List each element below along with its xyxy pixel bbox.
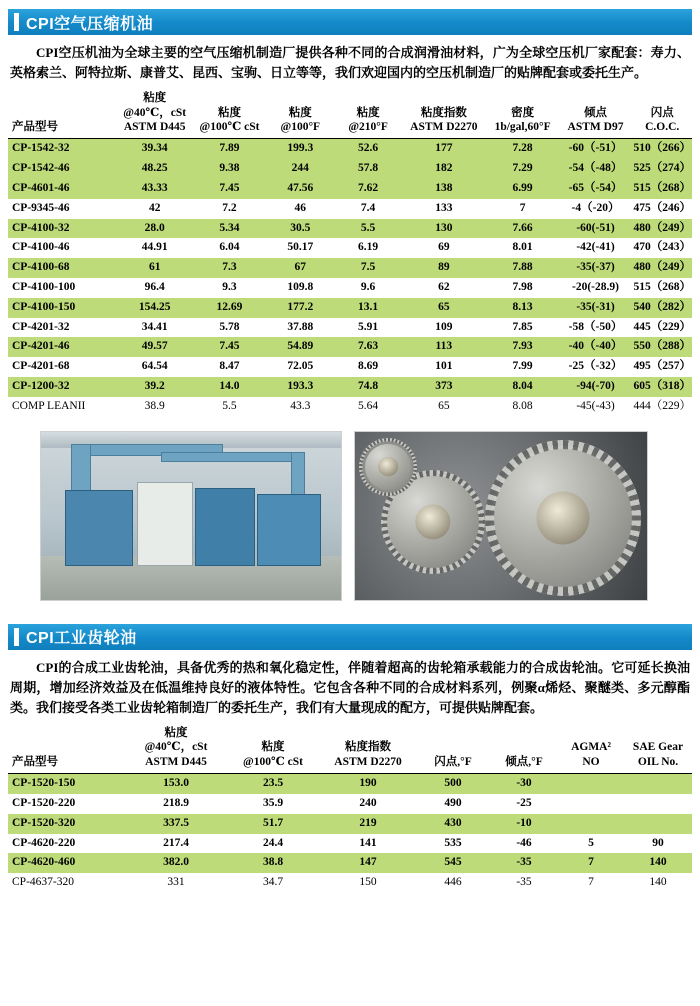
cell-pour: -35(-37) [559,258,633,278]
compressor-unit [257,494,321,566]
table-row [8,337,692,357]
header-line-1: 产品型号 [12,755,58,768]
cell-visc40: 337.5 [126,814,226,834]
cell-pour: -4（-20） [571,201,620,214]
cell-visc210f: 6.19 [358,241,379,254]
compressor-photo [40,431,342,601]
header-line-2: @100℃ cSt [243,755,303,768]
section-spacer [0,601,700,615]
cell-pour: -42(-41) [576,241,615,254]
cell-visc100c: 9.38 [194,159,266,179]
cell-product: CP-4100-100 [12,280,76,293]
table-body [8,774,692,893]
cell-pour: -30 [490,774,558,794]
cell-visc210f: 13.1 [335,298,401,318]
cell-product: CP-1520-320 [8,814,126,834]
header-line-2: @100°F [280,121,321,134]
header-line-1: 粘度 [217,106,241,119]
table-header [8,89,692,139]
header-line-1: 粘度 [288,106,312,119]
section-title: CPI空气压缩机油 [26,15,154,33]
cell-density: 8.01 [512,241,533,254]
cell-visc210f: 8.69 [358,360,379,373]
cell-pour: -35 [490,853,558,873]
cell-visc210f: 9.6 [360,280,376,293]
column-header-sae-gear-oil-no [624,724,692,774]
cell-visc100c: 35.9 [262,796,284,809]
gear-hub [378,457,398,477]
cell-product: CP-4100-150 [8,298,116,318]
cell-pour: -25（-32） [568,360,623,373]
cell-product: CP-1520-220 [12,796,76,809]
table-row [8,278,692,298]
cell-visc100f: 109.8 [287,280,314,293]
header-line-1: 倾点 [584,106,607,119]
cell-visc40: 153.0 [126,774,226,794]
cell-visc40: 39.34 [116,139,194,159]
cell-density: 8.13 [487,298,559,318]
cell-vi: 150 [359,876,377,889]
cell-visc40: 44.91 [141,241,168,254]
section-header-compressor-oil [8,9,692,35]
cell-visc40: 61 [116,258,194,278]
cell-visc210f: 74.8 [335,377,401,397]
cell-visc40: 331 [167,876,185,889]
cell-density: 7.98 [512,280,533,293]
table-row [8,179,692,199]
header-line-1: 粘度指数 [345,741,391,754]
cell-visc40: 39.2 [116,377,194,397]
cell-visc210f: 57.8 [335,159,401,179]
cell-vi: 138 [401,179,487,199]
cell-visc40: 96.4 [144,280,165,293]
header-line-2: @40℃，cSt [123,106,187,119]
header-line-2: OIL No. [637,755,679,768]
document-page [0,9,700,893]
gear-oil-spec-table [8,724,692,893]
cell-product: COMP LEANII [12,399,86,412]
header-line-1: 产品型号 [12,121,58,134]
cell-product: CP-1542-32 [8,139,116,159]
cell-flash: 510（266） [632,139,692,159]
cell-product: CP-1520-150 [8,774,126,794]
header-line-2: 1b/gal,60°F [494,121,551,134]
cell-flash: 480（249） [632,219,692,239]
cell-flash: 475（246） [633,201,691,214]
cell-sae: 90 [652,836,664,849]
cell-flash: 540（282） [632,298,692,318]
compressor-unit [195,488,255,566]
cell-flash: 445（229） [633,320,691,333]
cell-visc100c: 8.47 [219,360,240,373]
control-cabinet [137,482,193,566]
cell-visc100c: 7.45 [194,337,266,357]
table-row [8,774,692,794]
header-line-1: AGMA² [571,741,611,754]
cell-visc100f: 193.3 [265,377,335,397]
table-header [8,724,692,774]
cell-visc210f: 5.5 [335,219,401,239]
cell-visc100c: 7.45 [194,179,266,199]
header-line-2: @100℃ cSt [199,121,260,134]
cell-visc100f: 67 [265,258,335,278]
cell-visc100c: 9.3 [222,280,237,293]
cell-visc40: 217.4 [163,836,189,849]
cell-visc100f: 43.3 [290,399,311,412]
cell-vi: 133 [435,201,453,214]
cell-agma [558,774,624,794]
cell-visc40: 42 [148,201,161,214]
cell-pour: -10 [490,814,558,834]
cell-vi: 89 [401,258,487,278]
column-header-viscosity-100c [226,724,320,774]
cell-visc210f: 7.62 [335,179,401,199]
cell-product: CP-4620-460 [8,853,126,873]
cell-flash: 480（249） [632,258,692,278]
header-line-1: 闪点 [650,106,674,119]
cell-density: 7.85 [512,320,533,333]
cell-visc210f: 7.4 [360,201,376,214]
cell-sae [624,794,692,814]
cell-product: CP-4100-46 [12,241,70,254]
cell-product: CP-4620-220 [12,836,76,849]
header-line-2: C.O.C. [645,121,680,134]
cell-visc100c: 14.0 [194,377,266,397]
column-header-viscosity-100f [265,89,335,139]
gears-photo [354,431,648,601]
cell-vi: 62 [438,280,450,293]
section-intro-paragraph: CPI的合成工业齿轮油，具备优秀的热和氧化稳定性，伴随着超高的齿轮箱承载能力的合成齿轮油。它可延长换油周期，增加经济效益及在低温维持良好的液体特性。它包含各种不同的合成材料系列，例聚α烯烃、聚醚类、多元醇酯类。我们接受各类工业齿轮箱制造厂的委托生产，我们有大量现成的配方，可提供贴牌配套。 [10,659,690,715]
cell-flash: 446 [444,876,462,889]
cell-visc100f: 244 [265,159,335,179]
header-accent-bar [14,13,19,31]
table-row [8,159,692,179]
header-line-2: NO [582,755,600,768]
cell-visc100c: 7.89 [194,139,266,159]
cell-vi: 65 [401,298,487,318]
table-row [8,139,692,159]
cell-pour: -60(-51) [559,219,633,239]
table-row [8,834,692,854]
header-line-1: 粘度指数 [420,106,467,119]
cell-visc100f: 47.56 [265,179,335,199]
cell-agma [558,794,624,814]
cell-product: CP-1200-32 [8,377,116,397]
cell-product: CP-4100-32 [8,219,116,239]
pipe-riser [71,444,91,494]
cell-visc40: 43.33 [116,179,194,199]
header-line-1: 倾点,°F [505,755,543,768]
cell-product: CP-1542-46 [8,159,116,179]
cell-density: 7.29 [487,159,559,179]
cell-visc100c: 5.5 [222,399,237,412]
cell-visc40: 382.0 [126,853,226,873]
header-line-1: 粘度 [261,741,285,754]
cell-density: 8.04 [487,377,559,397]
cell-visc210f: 5.64 [358,399,379,412]
cell-visc100c: 38.8 [226,853,320,873]
cell-density: 7.93 [487,337,559,357]
cell-visc210f: 7.63 [335,337,401,357]
cell-flash: 550（288） [632,337,692,357]
column-header-pour-point [490,724,558,774]
cell-flash: 515（268） [632,179,692,199]
cell-vi: 65 [438,399,450,412]
section-header-gear-oil [8,624,692,650]
table-row [8,397,692,417]
table-row [8,853,692,873]
cell-density: 7 [519,201,526,214]
header-line-3: ASTM D445 [145,755,207,768]
cell-vi: 69 [438,241,450,254]
header-line-1: 闪点,°F [434,755,472,768]
cell-flash: 500 [416,774,490,794]
column-header-product [8,89,116,139]
cell-pour: -65（-54） [559,179,633,199]
header-line-2: @210°F [348,121,388,134]
table-row [8,377,692,397]
cell-visc210f: 5.91 [358,320,379,333]
cell-visc100c: 7.2 [222,201,237,214]
cell-visc40: 48.25 [116,159,194,179]
header-accent-bar [14,628,19,646]
cell-vi: 147 [320,853,416,873]
column-header-viscosity-210f [335,89,401,139]
cell-agma: 7 [588,876,594,889]
header-line-2: @40℃，cSt [144,741,208,754]
table-row [8,298,692,318]
cell-product: CP-4100-68 [8,258,116,278]
column-header-viscosity-40c [126,724,226,774]
column-header-product [8,724,126,774]
table-row [8,318,692,338]
table-row [8,873,692,893]
cell-product: CP-4201-46 [8,337,116,357]
table-row [8,258,692,278]
pipe-run [161,452,305,462]
cell-visc100f: 72.05 [287,360,314,373]
column-header-agma-no [558,724,624,774]
compressor-unit [65,490,133,566]
table-row [8,219,692,239]
cell-visc100c: 24.4 [262,836,284,849]
column-header-flash-point [632,89,692,139]
column-header-viscosity-index [320,724,416,774]
cell-pour: -58（-50） [568,320,623,333]
cell-sae [624,774,692,794]
table-row [8,199,692,219]
header-line-1: 粘度 [143,92,167,105]
cell-visc40: 49.57 [116,337,194,357]
column-header-viscosity-index [401,89,487,139]
table-row [8,238,692,258]
cell-visc100f: 37.88 [287,320,314,333]
column-header-density [487,89,559,139]
cell-flash: 470（243） [633,241,691,254]
column-header-viscosity-100c [194,89,266,139]
cell-flash: 545 [416,853,490,873]
header-line-2: ASTM D97 [567,121,624,134]
cell-flash: 444（229） [633,399,691,412]
photo-strip [40,431,692,601]
cell-vi: 141 [359,836,377,849]
cell-visc100f: 46 [294,201,307,214]
gear-small [359,438,417,496]
cell-vi: 130 [401,219,487,239]
cell-flash: 535 [444,836,462,849]
cell-product: CP-4637-320 [12,876,74,889]
cell-density: 6.99 [487,179,559,199]
header-line-1: SAE Gear [632,741,684,754]
header-line-2: ASTM D2270 [410,121,478,134]
column-header-pour-point [559,89,633,139]
cell-pour: -60（-51） [559,139,633,159]
cell-vi: 373 [401,377,487,397]
cell-visc210f: 52.6 [335,139,401,159]
cell-visc210f: 7.5 [335,258,401,278]
cell-agma: 5 [588,836,594,849]
cell-visc40: 38.9 [144,399,165,412]
cell-visc100c: 5.34 [194,219,266,239]
cell-flash: 430 [416,814,490,834]
header-line-1: 粘度 [164,726,188,739]
cell-product: CP-4601-46 [8,179,116,199]
header-line-3: ASTM D445 [123,121,186,134]
cell-visc40: 154.25 [116,298,194,318]
cell-pour: -20(-28.9) [572,280,619,293]
column-header-viscosity-40c [116,89,194,139]
cell-vi: 177 [401,139,487,159]
cell-visc100f: 177.2 [265,298,335,318]
cell-pour: -35(-31) [559,298,633,318]
section-intro-paragraph: CPI空压机油为全球主要的空气压缩机制造厂提供各种不同的合成润滑油材料，广为全球空压机厂家配套：寿力、英格索兰、阿特拉斯、康普艾、昆西、宝驹、日立等等，我们欢迎国内的空压机制造厂的贴牌配套或委托生产。 [10,45,690,81]
cell-density: 8.08 [512,399,533,412]
cell-visc100f: 54.89 [265,337,335,357]
table-row [8,357,692,377]
cell-pour: -25 [516,796,532,809]
compressor-oil-spec-table [8,89,692,416]
cell-visc100c: 6.04 [219,241,240,254]
cell-density: 7.66 [487,219,559,239]
cell-visc100f: 199.3 [265,139,335,159]
cell-visc100f: 30.5 [265,219,335,239]
cell-flash: 515（268） [633,280,691,293]
cell-density: 7.99 [512,360,533,373]
cell-visc40: 28.0 [116,219,194,239]
table-row [8,794,692,814]
cell-vi: 109 [435,320,453,333]
cell-sae: 140 [624,853,692,873]
cell-sae: 140 [649,876,667,889]
section-title: CPI工业齿轮油 [26,630,137,648]
cell-pour: -94(-70) [559,377,633,397]
header-line-1: 粘度 [356,106,380,119]
cell-visc100c: 51.7 [226,814,320,834]
cell-flash: 495（257） [633,360,691,373]
cell-sae [624,814,692,834]
cell-pour: -54（-48） [559,159,633,179]
cell-agma [558,814,624,834]
cell-flash: 490 [444,796,462,809]
cell-visc100c: 5.78 [219,320,240,333]
cell-visc40: 64.54 [141,360,168,373]
gear-large [485,440,641,596]
cell-product: CP-9345-46 [12,201,70,214]
cell-density: 7.28 [487,139,559,159]
cell-vi: 113 [401,337,487,357]
cell-visc100c: 23.5 [226,774,320,794]
gear-hub [536,491,589,544]
cell-visc40: 218.9 [163,796,189,809]
cell-vi: 240 [359,796,377,809]
pipe-riser [291,452,305,498]
column-header-flash-point [416,724,490,774]
cell-agma: 7 [558,853,624,873]
cell-visc100f: 50.17 [287,241,314,254]
table-body [8,139,692,417]
table-row [8,814,692,834]
cell-product: CP-4201-68 [12,360,70,373]
cell-pour: -35 [516,876,532,889]
cell-pour: -45(-43) [576,399,615,412]
cell-visc40: 34.41 [141,320,168,333]
cell-vi: 182 [401,159,487,179]
header-line-1: 密度 [511,106,535,119]
cell-pour: -46 [516,836,532,849]
cell-visc100c: 7.3 [194,258,266,278]
cell-product: CP-4201-32 [12,320,70,333]
cell-flash: 605（318） [632,377,692,397]
header-line-2: ASTM D2270 [334,755,402,768]
cell-visc100c: 12.69 [194,298,266,318]
cell-density: 7.88 [487,258,559,278]
cell-flash: 525（274） [632,159,692,179]
cell-vi: 190 [320,774,416,794]
cell-visc100c: 34.7 [262,876,284,889]
cell-vi: 101 [435,360,453,373]
cell-pour: -40（-40） [559,337,633,357]
cell-vi: 219 [320,814,416,834]
